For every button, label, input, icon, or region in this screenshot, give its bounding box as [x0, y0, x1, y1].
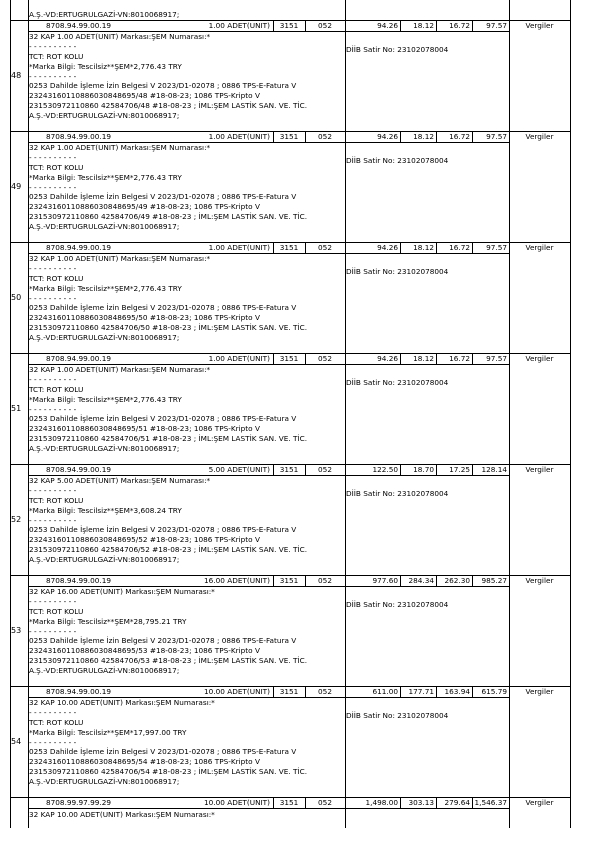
description-line: 231530972110860 42584706/52 #18-08-23 ; İML:ŞEM LASTİK SAN. VE. TİC. [29, 545, 308, 555]
description-line: 23243160110886030848695/52 #18-08-23; 1086 TPS-Kripto V [29, 535, 260, 545]
item-value-1: 1,498.00 [365, 798, 398, 807]
description-line: A.Ş.-VD:ERTUGRULGAZİ-VN:8010068917; [29, 555, 180, 565]
description-line: TCT: ROT KOLU [29, 495, 84, 505]
vergiler-link[interactable]: Vergiler [525, 576, 554, 585]
description-line: 0253 Dahilde İşleme İzin Belgesi V 2023/D1-02078 ; 0886 TPS-E-Fatura V [29, 81, 297, 91]
description-line: A.Ş.-VD:ERTUGRULGAZİ-VN:8010068917; [29, 222, 180, 232]
vergiler-link[interactable]: Vergiler [525, 798, 554, 807]
item-description [29, 476, 329, 565]
item-value-4: 615.79 [481, 687, 507, 696]
item-value-1: 122.50 [372, 465, 398, 474]
description-line: 23243160110886030848695/48 #18-08-23; 1086 TPS-Kripto V [29, 91, 260, 101]
item-description [29, 365, 329, 454]
diib-reference: DİİB Satir No: 23102078004 [346, 600, 449, 609]
description-line: TCT: ROT KOLU [29, 606, 84, 616]
item-value-1: 94.26 [377, 132, 398, 141]
diib-reference: DİİB Satir No: 23102078004 [346, 267, 449, 276]
description-line: 231530972110860 42584706/51 #18-08-23 ; İML:ŞEM LASTİK SAN. VE. TİC. [29, 434, 308, 444]
item-quantity: 1.00 ADET(UNIT) [208, 354, 270, 363]
item-code-2: 052 [318, 354, 332, 363]
header-bottom-rule [345, 142, 509, 143]
item-value-2: 18.12 [413, 132, 434, 141]
item-value-2: 18.12 [413, 243, 434, 252]
description-line: A.Ş.-VD:ERTUGRULGAZİ-VN:8010068917; [29, 666, 180, 676]
description-line: 231530972110860 42584706/53 #18-08-23 ; İML:ŞEM LASTİK SAN. VE. TİC. [29, 656, 308, 666]
description-line: *Marka Bilgi: Tescilsiz**ŞEM*3,608.24 TRY [29, 505, 182, 515]
item-value-1: 94.26 [377, 21, 398, 30]
description-line: 23243160110886030848695/49 #18-08-23; 1086 TPS-Kripto V [29, 202, 260, 212]
item-sequence-number: 53 [11, 625, 22, 635]
hs-code: 8708.94.99.00.19 [46, 687, 111, 696]
description-line: - - - - - - - - - - [29, 293, 77, 303]
description-line: - - - - - - - - - - [29, 71, 77, 81]
description-line: 23243160110886030848695/53 #18-08-23; 1086 TPS-Kripto V [29, 646, 260, 656]
vergiler-link[interactable]: Vergiler [525, 354, 554, 363]
description-line: 32 KAP 1.00 ADET(UNIT) Markası:ŞEM Numarası:* [29, 254, 211, 263]
description-line: - - - - - - - - - - [29, 596, 77, 606]
description-line: - - - - - - - - - - [29, 374, 77, 384]
diib-reference: DİİB Satir No: 23102078004 [346, 489, 449, 498]
table-border-left [10, 0, 11, 828]
header-bottom-rule [345, 475, 509, 476]
description-line: 32 KAP 16.00 ADET(UNIT) Markası:ŞEM Numarası:* [29, 587, 215, 596]
table-border-right [570, 0, 571, 828]
description-line: 23243160110886030848695/54 #18-08-23; 1086 TPS-Kripto V [29, 757, 260, 767]
description-line: - - - - - - - - - - [29, 485, 77, 495]
diib-reference: DİİB Satir No: 23102078004 [346, 711, 449, 720]
item-description [29, 698, 329, 787]
item-quantity: 5.00 ADET(UNIT) [208, 465, 270, 474]
item-value-4: 97.57 [486, 21, 507, 30]
description-line: 0253 Dahilde İşleme İzin Belgesi V 2023/D1-02078 ; 0886 TPS-E-Fatura V [29, 636, 297, 646]
item-quantity: 16.00 ADET(UNIT) [204, 576, 270, 585]
description-line: 231530972110860 42584706/50 #18-08-23 ; İML:ŞEM LASTİK SAN. VE. TİC. [29, 323, 308, 333]
item-value-3: 163.94 [444, 687, 470, 696]
item-sequence-number: 54 [11, 736, 22, 746]
description-line: 32 KAP 1.00 ADET(UNIT) Markası:ŞEM Numarası:* [29, 365, 211, 374]
description-line: 32 KAP 10.00 ADET(UNIT) Markası:ŞEM Numarası:* [29, 810, 215, 819]
description-line: 0253 Dahilde İşleme İzin Belgesi V 2023/D1-02078 ; 0886 TPS-E-Fatura V [29, 303, 297, 313]
description-line: A.Ş.-VD:ERTUGRULGAZİ-VN:8010068917; [29, 333, 180, 343]
description-line: TCT: ROT KOLU [29, 51, 84, 61]
item-value-2: 18.70 [413, 465, 434, 474]
description-line: *Marka Bilgi: Tescilsiz**ŞEM*2,776.43 TRY [29, 172, 182, 182]
hs-code: 8708.94.99.00.19 [46, 243, 111, 252]
description-line: 32 KAP 1.00 ADET(UNIT) Markası:ŞEM Numarası:* [29, 143, 211, 152]
item-value-4: 97.57 [486, 354, 507, 363]
continuation-line: A.Ş.-VD:ERTUGRULGAZİ-VN:8010068917; [29, 10, 180, 19]
item-value-4: 97.57 [486, 243, 507, 252]
item-value-3: 262.30 [444, 576, 470, 585]
vergiler-link[interactable]: Vergiler [525, 132, 554, 141]
item-quantity: 1.00 ADET(UNIT) [208, 132, 270, 141]
description-line: TCT: ROT KOLU [29, 717, 84, 727]
item-value-1: 94.26 [377, 354, 398, 363]
description-line: TCT: ROT KOLU [29, 384, 84, 394]
item-value-4: 1,546.37 [474, 798, 507, 807]
item-sequence-number: 49 [11, 181, 22, 191]
description-line: 23243160110886030848695/51 #18-08-23; 1086 TPS-Kripto V [29, 424, 260, 434]
description-line: 0253 Dahilde İşleme İzin Belgesi V 2023/D1-02078 ; 0886 TPS-E-Fatura V [29, 525, 297, 535]
description-line: 0253 Dahilde İşleme İzin Belgesi V 2023/D1-02078 ; 0886 TPS-E-Fatura V [29, 414, 297, 424]
item-value-4: 97.57 [486, 132, 507, 141]
item-code-1: 3151 [279, 132, 299, 141]
hs-code: 8708.94.99.00.19 [46, 465, 111, 474]
description-line: *Marka Bilgi: Tescilsiz**ŞEM*28,795.21 TRY [29, 616, 187, 626]
description-line: 32 KAP 5.00 ADET(UNIT) Markası:ŞEM Numarası:* [29, 476, 211, 485]
description-line: A.Ş.-VD:ERTUGRULGAZİ-VN:8010068917; [29, 111, 180, 121]
hs-code: 8708.94.99.00.19 [46, 21, 111, 30]
header-bottom-rule [345, 31, 509, 32]
description-line: *Marka Bilgi: Tescilsiz**ŞEM*2,776.43 TRY [29, 61, 182, 71]
item-code-1: 3151 [279, 465, 299, 474]
description-line: TCT: ROT KOLU [29, 273, 84, 283]
item-code-2: 052 [318, 243, 332, 252]
vergiler-link[interactable]: Vergiler [525, 465, 554, 474]
diib-reference: DİİB Satir No: 23102078004 [346, 156, 449, 165]
description-line: *Marka Bilgi: Tescilsiz**ŞEM*2,776.43 TRY [29, 283, 182, 293]
header-bottom-rule [345, 697, 509, 698]
header-bottom-rule [345, 364, 509, 365]
hs-code: 8708.99.97.99.29 [46, 798, 111, 807]
description-line: *Marka Bilgi: Tescilsiz**ŞEM*17,997.00 TRY [29, 727, 187, 737]
description-line: 32 KAP 10.00 ADET(UNIT) Markası:ŞEM Numarası:* [29, 698, 215, 707]
description-line: - - - - - - - - - - [29, 41, 77, 51]
description-line: - - - - - - - - - - [29, 182, 77, 192]
item-description [29, 587, 329, 676]
item-code-1: 3151 [279, 687, 299, 696]
description-line: 32 KAP 1.00 ADET(UNIT) Markası:ŞEM Numarası:* [29, 32, 211, 41]
description-line: - - - - - - - - - - [29, 737, 77, 747]
description-line: A.Ş.-VD:ERTUGRULGAZİ-VN:8010068917; [29, 444, 180, 454]
item-quantity: 1.00 ADET(UNIT) [208, 243, 270, 252]
item-value-2: 303.13 [408, 798, 434, 807]
diib-reference: DİİB Satir No: 23102078004 [346, 378, 449, 387]
vergiler-link[interactable]: Vergiler [525, 243, 554, 252]
description-line: - - - - - - - - - - [29, 404, 77, 414]
item-value-4: 985.27 [481, 576, 507, 585]
description-line: 23243160110886030848695/50 #18-08-23; 1086 TPS-Kripto V [29, 313, 260, 323]
item-code-2: 052 [318, 687, 332, 696]
vergiler-link[interactable]: Vergiler [525, 687, 554, 696]
header-bottom-rule [345, 253, 509, 254]
description-line: 231530972110860 42584706/54 #18-08-23 ; İML:ŞEM LASTİK SAN. VE. TİC. [29, 767, 308, 777]
item-description [29, 254, 329, 343]
item-description [29, 143, 329, 232]
item-value-3: 16.72 [449, 21, 470, 30]
header-bottom-rule [345, 586, 509, 587]
item-sequence-number: 50 [11, 292, 22, 302]
hs-code: 8708.94.99.00.19 [46, 132, 111, 141]
item-code-2: 052 [318, 798, 332, 807]
item-code-2: 052 [318, 576, 332, 585]
item-code-2: 052 [318, 21, 332, 30]
header-bottom-rule [345, 808, 509, 809]
item-value-3: 16.72 [449, 243, 470, 252]
item-value-2: 177.71 [408, 687, 434, 696]
description-line: - - - - - - - - - - [29, 707, 77, 717]
item-code-1: 3151 [279, 576, 299, 585]
description-line: 231530972110860 42584706/49 #18-08-23 ; İML:ŞEM LASTİK SAN. VE. TİC. [29, 212, 308, 222]
item-value-1: 611.00 [372, 687, 398, 696]
diib-reference: DİİB Satir No: 23102078004 [346, 45, 449, 54]
item-description [29, 32, 329, 121]
item-value-1: 94.26 [377, 243, 398, 252]
item-value-3: 16.72 [449, 354, 470, 363]
hs-code: 8708.94.99.00.19 [46, 354, 111, 363]
hs-code: 8708.94.99.00.19 [46, 576, 111, 585]
description-column-divider [345, 0, 346, 828]
description-line: *Marka Bilgi: Tescilsiz**ŞEM*2,776.43 TRY [29, 394, 182, 404]
description-line: - - - - - - - - - - [29, 263, 77, 273]
item-code-1: 3151 [279, 243, 299, 252]
description-line: TCT: ROT KOLU [29, 162, 84, 172]
header-bottom-rule [28, 808, 345, 809]
item-value-3: 279.64 [444, 798, 470, 807]
value-column-divider [509, 0, 510, 828]
item-quantity: 10.00 ADET(UNIT) [204, 798, 270, 807]
item-sequence-number: 52 [11, 514, 22, 524]
item-code-1: 3151 [279, 21, 299, 30]
description-line: - - - - - - - - - - [29, 515, 77, 525]
item-value-2: 18.12 [413, 354, 434, 363]
item-code-2: 052 [318, 465, 332, 474]
item-value-4: 128.14 [481, 465, 507, 474]
item-value-2: 284.34 [408, 576, 434, 585]
item-value-3: 17.25 [449, 465, 470, 474]
item-code-2: 052 [318, 132, 332, 141]
item-code-1: 3151 [279, 354, 299, 363]
description-line: - - - - - - - - - - [29, 626, 77, 636]
vergiler-link[interactable]: Vergiler [525, 21, 554, 30]
description-line: 231530972110860 42584706/48 #18-08-23 ; İML:ŞEM LASTİK SAN. VE. TİC. [29, 101, 308, 111]
item-sequence-number: 51 [11, 403, 22, 413]
item-quantity: 10.00 ADET(UNIT) [204, 687, 270, 696]
description-line: A.Ş.-VD:ERTUGRULGAZİ-VN:8010068917; [29, 777, 180, 787]
description-line: - - - - - - - - - - [29, 152, 77, 162]
item-code-1: 3151 [279, 798, 299, 807]
description-line: 0253 Dahilde İşleme İzin Belgesi V 2023/D1-02078 ; 0886 TPS-E-Fatura V [29, 192, 297, 202]
item-value-2: 18.12 [413, 21, 434, 30]
item-quantity: 1.00 ADET(UNIT) [208, 21, 270, 30]
item-value-3: 16.72 [449, 132, 470, 141]
item-value-1: 977.60 [372, 576, 398, 585]
description-line: 0253 Dahilde İşleme İzin Belgesi V 2023/D1-02078 ; 0886 TPS-E-Fatura V [29, 747, 297, 757]
item-sequence-number: 48 [11, 70, 22, 80]
